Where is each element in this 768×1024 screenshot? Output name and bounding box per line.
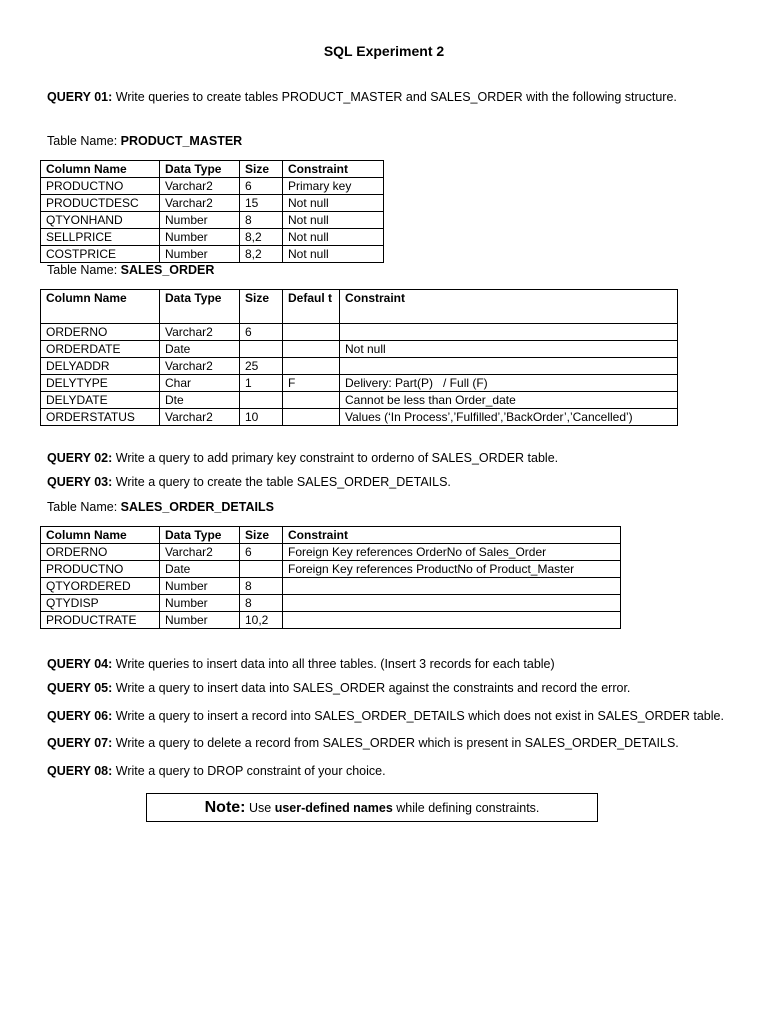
- query-label: QUERY 02:: [47, 451, 113, 465]
- query-label: QUERY 06:: [47, 709, 113, 723]
- query-03: [47, 475, 451, 489]
- table-cell: COSTPRICE: [41, 246, 160, 263]
- table-cell: Varchar2: [160, 195, 240, 212]
- query-label: QUERY 07:: [47, 736, 113, 750]
- table-cell: 8: [240, 578, 283, 595]
- table-name-value: SALES_ORDER_DETAILS: [120, 500, 274, 514]
- table-cell: [283, 595, 621, 612]
- table-row: [41, 544, 621, 561]
- table-cell: 8,2: [240, 246, 283, 263]
- table-row: [41, 358, 678, 375]
- table-cell: Number: [160, 246, 240, 263]
- table-cell: PRODUCTRATE: [41, 612, 160, 629]
- table-cell: Number: [160, 229, 240, 246]
- header-cell: Defaul t: [283, 290, 340, 324]
- header-cell: Column Name: [41, 161, 160, 178]
- header-cell: Data Type: [160, 527, 240, 544]
- query-04: [47, 657, 555, 671]
- table-cell: Number: [160, 212, 240, 229]
- table-row: [41, 409, 678, 426]
- table-cell: 8,2: [240, 229, 283, 246]
- query-text: Write a query to add primary key constraint to orderno of SALES_ORDER table.: [112, 451, 559, 465]
- table-cell: [340, 324, 678, 341]
- query-text: Write a query to DROP constraint of your choice.: [112, 764, 386, 778]
- header-cell: Size: [240, 290, 283, 324]
- table-cell: 10,2: [240, 612, 283, 629]
- table-cell: Date: [160, 561, 240, 578]
- table-cell: ORDERNO: [41, 324, 160, 341]
- table-cell: Values (‘In Process’,’Fulfilled’,’BackOrder’,’Cancelled’): [340, 409, 678, 426]
- table-cell: Number: [160, 612, 240, 629]
- table-cell: 1: [240, 375, 283, 392]
- table-header-row: [41, 161, 384, 178]
- table-cell: Varchar2: [160, 358, 240, 375]
- table-cell: Date: [160, 341, 240, 358]
- query-05: [47, 681, 630, 695]
- table-name-product-master: [47, 134, 242, 148]
- table-cell: Primary key: [283, 178, 384, 195]
- table-row: [41, 612, 621, 629]
- table-cell: QTYONHAND: [41, 212, 160, 229]
- table-cell: PRODUCTNO: [41, 561, 160, 578]
- table-cell: Char: [160, 375, 240, 392]
- table-cell: Number: [160, 578, 240, 595]
- table-cell: F: [283, 375, 340, 392]
- query-text: Write queries to create tables PRODUCT_MASTER and SALES_ORDER with the following structure.: [112, 90, 677, 104]
- table-cell: Varchar2: [160, 324, 240, 341]
- table-cell: 8: [240, 212, 283, 229]
- query-label: QUERY 03:: [47, 475, 113, 489]
- table-name-value: PRODUCT_MASTER: [120, 134, 243, 148]
- table-cell: Delivery: Part(P) / Full (F): [340, 375, 678, 392]
- sales-order-details-table: [40, 526, 621, 629]
- table-cell: QTYORDERED: [41, 578, 160, 595]
- query-text: Write a query to insert data into SALES_ORDER against the constraints and record the error.: [112, 681, 631, 695]
- table-row: [41, 578, 621, 595]
- header-cell: Column Name: [41, 290, 160, 324]
- note-text-post: while defining constraints.: [392, 801, 540, 815]
- query-label: QUERY 08:: [47, 764, 113, 778]
- table-cell: Not null: [283, 195, 384, 212]
- table-cell: Varchar2: [160, 178, 240, 195]
- table-name-value: SALES_ORDER: [120, 263, 215, 277]
- table-cell: Cannot be less than Order_date: [340, 392, 678, 409]
- header-cell: Constraint: [340, 290, 678, 324]
- query-label: QUERY 04:: [47, 657, 113, 671]
- table-name-label: Table Name:: [47, 263, 121, 277]
- table-cell: 15: [240, 195, 283, 212]
- note-box: [146, 793, 598, 822]
- table-name-label: Table Name:: [47, 500, 121, 514]
- table-cell: ORDERNO: [41, 544, 160, 561]
- table-cell: QTYDISP: [41, 595, 160, 612]
- table-cell: [283, 392, 340, 409]
- header-cell: Column Name: [41, 527, 160, 544]
- table-row: [41, 341, 678, 358]
- table-cell: [283, 324, 340, 341]
- table-cell: PRODUCTDESC: [41, 195, 160, 212]
- table-cell: 6: [240, 324, 283, 341]
- query-text: Write a query to insert a record into SALES_ORDER_DETAILS which does not exist in SALES_ORDER table.: [112, 709, 724, 723]
- query-06: [47, 709, 724, 723]
- note-text-pre: Use: [245, 801, 275, 815]
- table-cell: Not null: [283, 246, 384, 263]
- header-cell: Constraint: [283, 527, 621, 544]
- table-cell: [283, 612, 621, 629]
- table-cell: 25: [240, 358, 283, 375]
- table-cell: 10: [240, 409, 283, 426]
- header-cell: Data Type: [160, 161, 240, 178]
- table-cell: [283, 578, 621, 595]
- table-row: [41, 246, 384, 263]
- table-cell: DELYTYPE: [41, 375, 160, 392]
- table-cell: Foreign Key references ProductNo of Product_Master: [283, 561, 621, 578]
- table-cell: Foreign Key references OrderNo of Sales_Order: [283, 544, 621, 561]
- table-cell: [340, 358, 678, 375]
- note-text-bold: user-defined names: [274, 801, 393, 815]
- table-row: [41, 195, 384, 212]
- table-name-sales-order: [47, 263, 214, 277]
- table-row: [41, 595, 621, 612]
- table-cell: [240, 392, 283, 409]
- table-row: [41, 178, 384, 195]
- table-cell: [240, 341, 283, 358]
- table-name-sales-order-details: [47, 500, 274, 514]
- table-cell: ORDERDATE: [41, 341, 160, 358]
- table-cell: 6: [240, 544, 283, 561]
- table-cell: Not null: [283, 212, 384, 229]
- header-cell: Data Type: [160, 290, 240, 324]
- table-row: [41, 375, 678, 392]
- table-cell: PRODUCTNO: [41, 178, 160, 195]
- sales-order-table: [40, 289, 678, 426]
- query-text: Write a query to delete a record from SALES_ORDER which is present in SALES_ORDER_DETAILS.: [112, 736, 679, 750]
- table-cell: DELYDATE: [41, 392, 160, 409]
- header-cell: Size: [240, 161, 283, 178]
- table-header-row: [41, 290, 678, 324]
- table-cell: Varchar2: [160, 544, 240, 561]
- query-02: [47, 451, 558, 465]
- table-cell: Not null: [283, 229, 384, 246]
- table-cell: [283, 341, 340, 358]
- query-text: Write queries to insert data into all three tables. (Insert 3 records for each table): [112, 657, 555, 671]
- table-name-label: Table Name:: [47, 134, 121, 148]
- table-row: [41, 212, 384, 229]
- query-01: [47, 90, 677, 104]
- header-cell: Size: [240, 527, 283, 544]
- table-cell: Varchar2: [160, 409, 240, 426]
- table-cell: Not null: [340, 341, 678, 358]
- table-row: [41, 229, 384, 246]
- page-title: SQL Experiment 2: [323, 43, 445, 59]
- table-header-row: [41, 527, 621, 544]
- table-cell: 8: [240, 595, 283, 612]
- product-master-table: [40, 160, 384, 263]
- note-label: Note:: [204, 799, 246, 816]
- table-row: [41, 324, 678, 341]
- table-row: [41, 392, 678, 409]
- table-cell: [283, 409, 340, 426]
- table-cell: [283, 358, 340, 375]
- table-row: [41, 561, 621, 578]
- table-cell: SELLPRICE: [41, 229, 160, 246]
- table-cell: ORDERSTATUS: [41, 409, 160, 426]
- query-text: Write a query to create the table SALES_ORDER_DETAILS.: [112, 475, 451, 489]
- table-cell: 6: [240, 178, 283, 195]
- query-07: [47, 736, 679, 750]
- query-label: QUERY 05:: [47, 681, 113, 695]
- table-cell: Number: [160, 595, 240, 612]
- table-cell: DELYADDR: [41, 358, 160, 375]
- query-label: QUERY 01:: [47, 90, 113, 104]
- table-cell: Dte: [160, 392, 240, 409]
- table-cell: [240, 561, 283, 578]
- header-cell: Constraint: [283, 161, 384, 178]
- query-08: [47, 764, 386, 778]
